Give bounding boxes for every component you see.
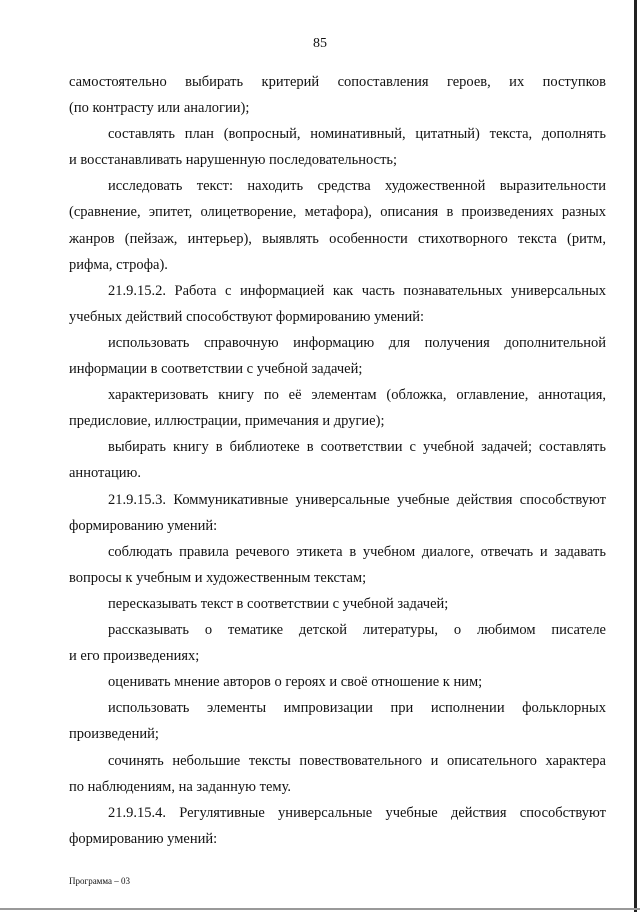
section-heading-21-9-15-3: 21.9.15.3. Коммуникативные универсальные учебные действия способствуют [108, 492, 606, 508]
text-line: оценивать мнение авторов о героях и своё отношение к ним; [108, 674, 483, 690]
text-line: по наблюдениям, на заданную тему. [69, 779, 292, 795]
scan-edge-line [634, 0, 637, 912]
text-line: пересказывать текст в соответствии с учебной задачей; [108, 596, 449, 612]
text-line: формированию умений: [69, 518, 218, 534]
text-line: жанров (пейзаж, интерьер), выявлять особенности стихотворного текста (ритм, [69, 231, 606, 247]
text-line: выбирать книгу в библиотеке в соответствии с учебной задачей; составлять [108, 439, 606, 455]
text-line: и его произведениях; [69, 648, 200, 664]
text-line: (сравнение, эпитет, олицетворение, метафора), описания в произведениях разных [69, 204, 606, 220]
text-line: использовать элементы импровизации при исполнении фольклорных [108, 700, 606, 716]
text-line: и восстанавливать нарушенную последовательность; [69, 152, 398, 168]
page-footer: Программа – 03 [69, 876, 131, 886]
page-number: 85 [313, 36, 327, 51]
text-line: исследовать текст: находить средства художественной выразительности [108, 178, 606, 194]
scan-bottom-line [0, 908, 640, 910]
text-line: рассказывать о тематике детской литературы, о любимом писателе [108, 622, 606, 638]
section-heading-21-9-15-4: 21.9.15.4. Регулятивные универсальные учебные действия способствуют [108, 805, 606, 821]
text-line: сочинять небольшие тексты повествовательного и описательного характера [108, 753, 606, 769]
text-line: характеризовать книгу по её элементам (обложка, оглавление, аннотация, [108, 387, 606, 403]
text-line: рифма, строфа). [69, 257, 168, 273]
text-line: использовать справочную информацию для получения дополнительной [108, 335, 606, 351]
text-line: вопросы к учебным и художественным текстам; [69, 570, 367, 586]
text-line: информации в соответствии с учебной задачей; [69, 361, 363, 377]
text-line: формированию умений: [69, 831, 218, 847]
text-line: предисловие, иллюстрации, примечания и другие); [69, 413, 385, 429]
text-line: учебных действий способствуют формированию умений: [69, 309, 425, 325]
text-line: самостоятельно выбирать критерий сопоставления героев, их поступков [69, 74, 606, 90]
text-line: (по контрасту или аналогии); [69, 100, 250, 116]
text-line: произведений; [69, 726, 159, 742]
text-line: составлять план (вопросный, номинативный, цитатный) текста, дополнять [108, 126, 606, 142]
section-heading-21-9-15-2: 21.9.15.2. Работа с информацией как часть познавательных универсальных [108, 283, 606, 299]
text-line: соблюдать правила речевого этикета в учебном диалоге, отвечать и задавать [108, 544, 606, 560]
text-line: аннотацию. [69, 465, 141, 481]
